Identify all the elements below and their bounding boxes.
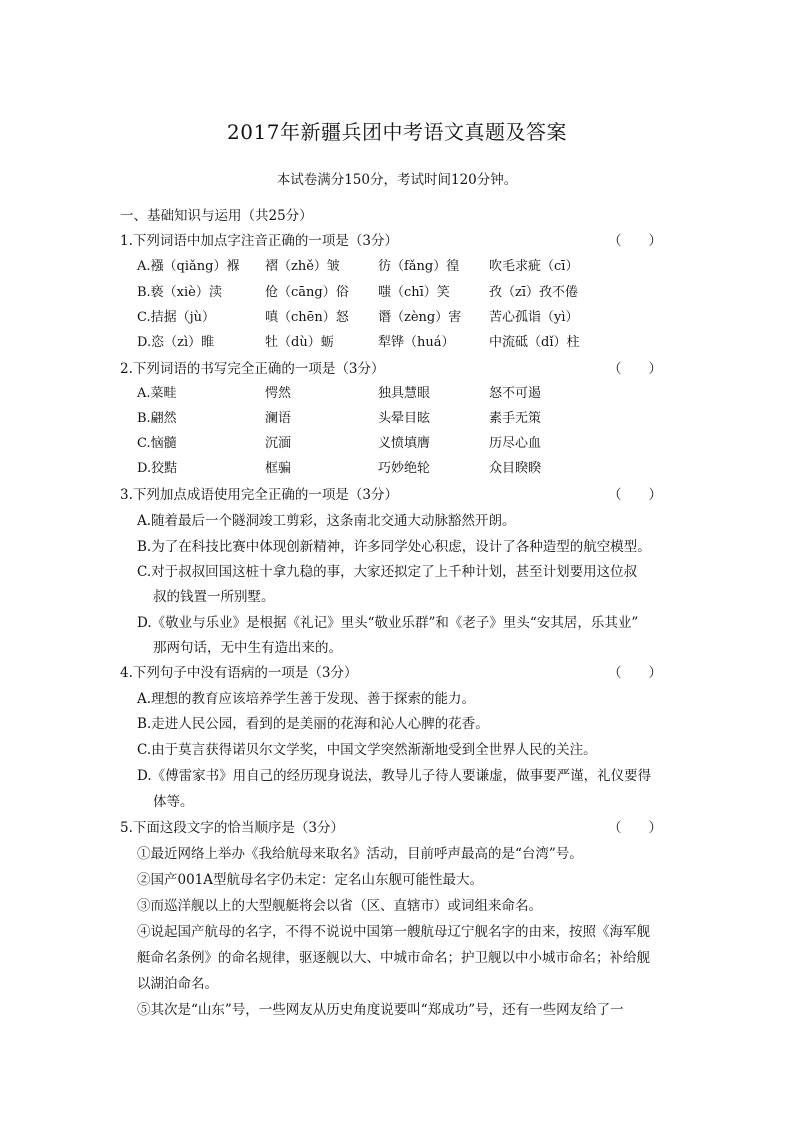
page-title: 2017年新疆兵团中考语文真题及答案 [227,120,567,144]
exam-info: 本试卷满分150分，考试时间120分钟。 [276,172,518,188]
question-4-stem: 4.下列句子中没有语病的一项是（3分） [120,665,358,681]
question-4-option-d-continued: 体等。 [153,794,194,810]
question-3-option-b: B.为了在科技比赛中体现创新精神，许多同学处心积虑，设计了各种造型的航空模型。 [137,539,651,555]
question-3-option-c-continued: 叔的钱置一所别墅。 [153,589,275,605]
question-3-stem: 3.下列加点成语使用完全正确的一项是（3分） [120,487,398,503]
question-5-sentence-5: ⑤其次是“山东”号，一些网友从历史角度说要叫“郑成功”号，还有一些网友给了一 [137,1002,624,1018]
question-3-option-a: A.随着最后一个隧洞竣工剪彩，这条南北交通大动脉豁然开朗。 [137,513,516,529]
question-5-sentence-2: ②国产001A型航母名字仍未定：定名山东舰可能性最大。 [137,872,484,888]
question-4-answer-blank: （ ） [608,665,662,681]
question-4-option-d: D.《傅雷家书》用自己的经历现身说法，教导儿子待人要谦虚，做事要严谨，礼仪要得 [137,768,652,784]
section-heading: 一、基础知识与运用（共25分） [120,208,313,224]
document-page: 2017年新疆兵团中考语文真题及答案 本试卷满分150分，考试时间120分钟。 一、基础知识与运用（共25分） 1.下列词语中加点字注音正确的一项是（3分） （ ） A.襁（qiǎng）褓 褶（zhě）皱 彷（fǎng）徨 吹毛求疵（cī） B.亵（xiè）渎 伧（cāng）俗 嗤（chī）笑 孜（zī）孜不倦 C.拮据（jù） 嗔（chēn）怒 谮（zèng）害 苦心孤诣（yì） D.恣（zì）睢 牡（dù）蛎 犁铧（huá） 中流砥（dǐ）柱 2.下列词语的书写完全正确的一项是（3分） （ ） A.菜畦 愕然 独具慧眼 怒不可遏 B.翩然 澜语 头晕目眩 素手无策 C.恼髓 沉湎 义愤填膺 历尽心血 D.狡黠 框骗 巧妙绝轮 众目睽睽 3.下列加点成语使用完全正确的一项是（3分） （ ） A.随着最后一个隧洞竣工剪彩，这条南北交通大动脉豁然开朗。 B.为了在科技比赛中体现创新精神，许多同学处心积虑，设计了各种造型的航空模型。 C.对于叔叔回国这桩十拿九稳的事，大家还拟定了上千种计划，甚至计划要用这位叔 叔的钱置一所别墅。 D.《敬业与乐业》是根据《礼记》里头“敬业乐群”和《老子》里头“安其居，乐其业” 那两句话，无中生有造出来的。 4.下列句子中没有语病的一项是（3分） （ ） A.理想的教育应该培养学生善于发现、善于探索的能力。 B.走进人民公园，看到的是美丽的花海和沁人心脾的花香。 C.由于莫言获得诺贝尔文学奖，中国文学突然渐渐地受到全世界人民的关注。 D.《傅雷家书》用自己的经历现身说法，教导儿子待人要谦虚，做事要严谨，礼仪要得 体等。 5.下面这段文字的恰当顺序是（3分） （ ） ①最近网络上举办《我给航母来取名》活动，目前呼声最高的是“台湾”号。 ②国产001A型航母名字仍未定：定名山东舰可能性最大。 ③而巡洋舰以上的大型舰艇将会以省（区、直辖市）或词组来命名。 ④说起国产航母的名字，不得不说说中国第一艘航母辽宁舰名字的由来，按照《海军舰 艇命名条例》的命名规律，驱逐舰以大、中城市命名；护卫舰以中小城市命名；补给舰 以湖泊命名。 ⑤其次是“山东”号，一些网友从历史角度说要叫“郑成功”号，还有一些网友给了一 [0,0,794,1123]
question-3-option-c: C.对于叔叔回国这桩十拿九稳的事，大家还拟定了上千种计划，甚至计划要用这位叔 [137,564,638,580]
question-5-answer-blank: （ ） [608,820,662,836]
question-2-answer-blank: （ ） [608,361,662,377]
question-3-answer-blank: （ ） [608,487,662,503]
question-4-option-b: B.走进人民公园，看到的是美丽的花海和沁人心脾的花香。 [137,716,489,732]
question-3-option-d-continued: 那两句话，无中生有造出来的。 [153,640,342,656]
question-1-stem: 1.下列词语中加点字注音正确的一项是（3分） [120,233,398,249]
question-5-sentence-1: ①最近网络上举办《我给航母来取名》活动，目前呼声最高的是“台湾”号。 [137,846,583,862]
question-4-option-c: C.由于莫言获得诺贝尔文学奖，中国文学突然渐渐地受到全世界人民的关注。 [137,742,597,758]
question-4-option-a: A.理想的教育应该培养学生善于发现、善于探索的能力。 [137,691,476,707]
question-2-stem: 2.下列词语的书写完全正确的一项是（3分） [120,361,385,377]
question-5-sentence-4-line-2: 艇命名条例》的命名规律，驱逐舰以大、中城市命名；护卫舰以中小城市命名；补给舰 [137,950,650,966]
question-5-sentence-4: ④说起国产航母的名字，不得不说说中国第一艘航母辽宁舰名字的由来，按照《海军舰 [137,924,650,940]
question-5-sentence-4-line-3: 以湖泊命名。 [137,976,218,992]
question-1-answer-blank: （ ） [608,233,662,249]
question-5-sentence-3: ③而巡洋舰以上的大型舰艇将会以省（区、直辖市）或词组来命名。 [137,898,542,914]
question-3-option-d: D.《敬业与乐业》是根据《礼记》里头“敬业乐群”和《老子》里头“安其居，乐其业” [137,615,639,631]
question-5-stem: 5.下面这段文字的恰当顺序是（3分） [120,820,344,836]
